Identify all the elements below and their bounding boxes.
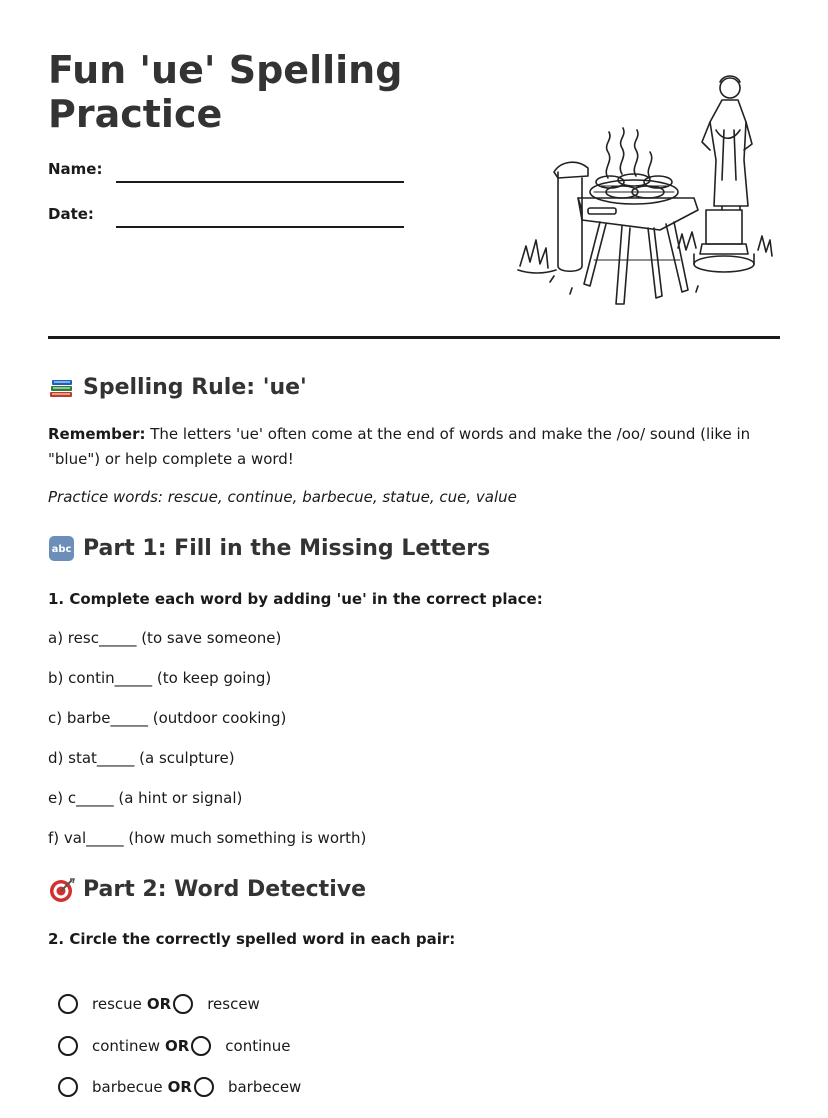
fill-item-d[interactable]: d) stat_____ (a sculpture) xyxy=(48,749,235,767)
or-label: OR xyxy=(164,1037,190,1055)
part2-instruction: 2. Circle the correctly spelled word in each pair: xyxy=(48,930,456,948)
spelling-rule-heading-text: Spelling Rule: 'ue' xyxy=(83,375,307,400)
pair-word-first[interactable]: rescue xyxy=(92,995,142,1013)
word-pair-row xyxy=(58,1034,291,1058)
or-label: OR xyxy=(146,995,172,1013)
pair-word-second[interactable]: continue xyxy=(225,1037,291,1055)
pair-word-first[interactable]: continew xyxy=(92,1037,160,1055)
or-label: OR xyxy=(167,1078,192,1096)
remember-paragraph xyxy=(48,422,768,472)
spelling-rule-heading xyxy=(48,374,307,401)
select-circle-first[interactable] xyxy=(58,1036,78,1056)
remember-label: Remember: xyxy=(48,425,146,443)
select-circle-second[interactable] xyxy=(194,1077,214,1097)
barbecue-statue-illustration xyxy=(510,70,780,310)
header-divider xyxy=(48,336,780,339)
select-circle-first[interactable] xyxy=(58,1077,78,1097)
remember-text: The letters 'ue' often come at the end of words and make the /oo/ sound (like in "blue") or help complete a word! xyxy=(48,425,751,468)
fill-item-b[interactable]: b) contin_____ (to keep going) xyxy=(48,669,272,687)
part2-heading xyxy=(48,876,366,903)
name-label: Name: xyxy=(48,160,103,178)
part1-heading-text: Part 1: Fill in the Missing Letters xyxy=(83,536,491,561)
svg-text:abc: abc xyxy=(51,544,72,555)
page-title: Fun 'ue' Spelling Practice xyxy=(48,48,403,136)
name-field-line[interactable] xyxy=(116,181,404,183)
practice-words: Practice words: rescue, continue, barbecue, statue, cue, value xyxy=(48,488,517,506)
fill-item-f[interactable]: f) val_____ (how much something is worth) xyxy=(48,829,367,847)
part1-instruction: 1. Complete each word by adding 'ue' in the correct place: xyxy=(48,590,543,608)
pair-word-second[interactable]: barbecew xyxy=(227,1078,302,1096)
fill-item-a[interactable]: a) resc_____ (to save someone) xyxy=(48,629,282,647)
date-field-line[interactable] xyxy=(116,226,404,228)
fill-item-c[interactable]: c) barbe_____ (outdoor cooking) xyxy=(48,709,287,727)
select-circle-second[interactable] xyxy=(191,1036,211,1056)
select-circle-second[interactable] xyxy=(173,994,193,1014)
pair-word-first[interactable]: barbecue xyxy=(92,1078,163,1096)
word-pair-row xyxy=(58,992,260,1016)
pair-word-second[interactable]: rescew xyxy=(207,995,260,1013)
part1-heading xyxy=(48,535,490,562)
word-pair-row xyxy=(58,1075,301,1099)
abc-icon xyxy=(48,535,75,562)
target-icon xyxy=(48,876,75,903)
fill-item-e[interactable]: e) c_____ (a hint or signal) xyxy=(48,789,243,807)
select-circle-first[interactable] xyxy=(58,994,78,1014)
part2-heading-text: Part 2: Word Detective xyxy=(83,877,367,902)
date-label: Date: xyxy=(48,205,94,223)
books-icon xyxy=(48,374,75,401)
